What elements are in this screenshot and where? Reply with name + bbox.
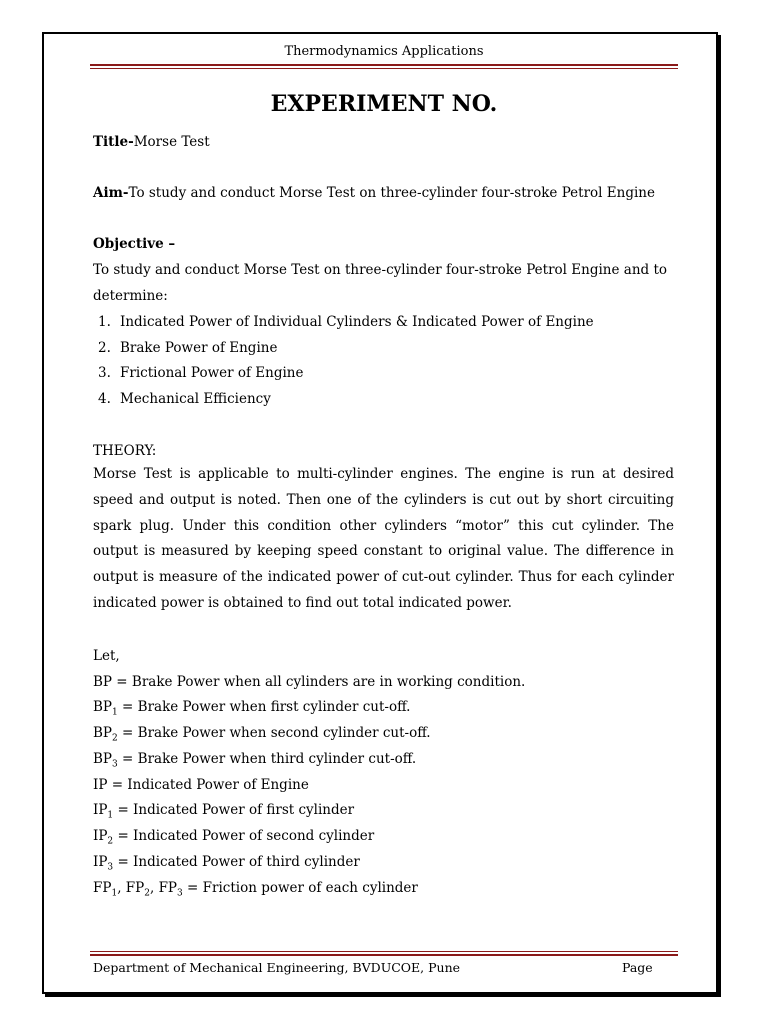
separator: ,: [149, 880, 159, 896]
header-rule: [90, 64, 678, 66]
definition-text: = Brake Power when third cylinder cut-off.: [117, 751, 417, 767]
subscript: 1: [112, 707, 118, 718]
objective-item: [98, 313, 594, 331]
subscript: 3: [177, 888, 183, 899]
objective-label: Objective –: [93, 236, 176, 252]
subscript: 1: [107, 810, 114, 821]
header-rule-thin: [90, 68, 678, 69]
objective-item: [98, 339, 277, 357]
running-header: Thermodynamics Applications: [284, 44, 484, 59]
footer-rule-thin: [90, 951, 678, 952]
aim-value: To study and conduct Morse Test on three-cylinder four-stroke Petrol Engine: [128, 185, 655, 201]
separator: ,: [117, 880, 126, 896]
aim-label: Aim-: [93, 185, 129, 201]
definition-text: = Indicated Power of second cylinder: [113, 828, 375, 844]
definition-text: = Brake Power when second cylinder cut-off.: [117, 725, 431, 741]
definition-bp: BP = Brake Power when all cylinders are in working condition.: [93, 674, 526, 690]
definition-ip1: [93, 801, 354, 819]
definition-text: = Brake Power when first cylinder cut-off.: [117, 699, 411, 715]
title-label: Title-: [93, 134, 134, 150]
subscript: 3: [112, 759, 118, 770]
title-value: Morse Test: [133, 134, 210, 150]
definition-fp: [93, 879, 418, 897]
symbol: BP: [93, 751, 113, 767]
objective-item-text: Brake Power of Engine: [120, 340, 278, 356]
objective-item: [98, 390, 271, 408]
definition-text: = Indicated Power of third cylinder: [113, 854, 360, 870]
subscript: 2: [144, 888, 150, 899]
symbol: BP: [93, 699, 113, 715]
definition-ip2: [93, 827, 374, 845]
definition-text: = Friction power of each cylinder: [182, 880, 418, 896]
definition-text: = Indicated Power of first cylinder: [113, 802, 355, 818]
objective-item-text: Indicated Power of Individual Cylinders & Indicated Power of Engine: [120, 314, 594, 330]
theory-paragraph: Morse Test is applicable to multi-cylinder engines. The engine is run at desired speed and output is noted. Then one of the cylinders is cut out by short circuiting spark plug. Under this condition other cylinders “motor” this cut cylinder. The output is measured by keeping speed constant to original value. The difference in output is measure of the indicated power of cut-out cylinder. Thus for each cylinder indicated power is obtained to find out total indicated power.: [93, 466, 674, 611]
definition-bp3: [93, 750, 416, 768]
footer-department: Department of Mechanical Engineering, BVDUCOE, Pune: [93, 960, 461, 975]
objective-intro-line2: determine:: [93, 288, 168, 304]
definition-bp1: [93, 698, 410, 716]
symbol: FP: [158, 880, 178, 896]
objective-item-number: 4.: [98, 391, 111, 407]
objective-item-number: 3.: [98, 365, 111, 381]
subscript: 2: [107, 836, 114, 847]
objective-item-number: 1.: [98, 314, 111, 330]
definition-ip: IP = Indicated Power of Engine: [93, 777, 309, 793]
objective-item-number: 2.: [98, 340, 111, 356]
symbol: FP: [125, 880, 145, 896]
let-line: Let,: [93, 648, 120, 664]
symbol: BP: [93, 725, 113, 741]
objective-item-text: Frictional Power of Engine: [120, 365, 304, 381]
objective-item: [98, 364, 303, 382]
subscript: 3: [107, 862, 114, 873]
aim-line: [93, 184, 655, 202]
definition-bp2: [93, 724, 431, 742]
objective-intro-line1: To study and conduct Morse Test on three-cylinder four-stroke Petrol Engine and to: [93, 262, 668, 278]
symbol: IP: [93, 802, 108, 818]
objective-item-text: Mechanical Efficiency: [120, 391, 271, 407]
subscript: 2: [112, 733, 118, 744]
definition-ip3: [93, 853, 360, 871]
theory-label: THEORY:: [93, 443, 157, 459]
symbol: IP: [93, 828, 108, 844]
symbol: FP: [93, 880, 112, 896]
footer-rule: [90, 954, 678, 956]
experiment-heading: EXPERIMENT NO.: [270, 91, 498, 117]
subscript: 1: [111, 888, 118, 899]
title-line: [93, 133, 210, 151]
symbol: IP: [93, 854, 108, 870]
footer-page-label: Page: [622, 960, 653, 975]
